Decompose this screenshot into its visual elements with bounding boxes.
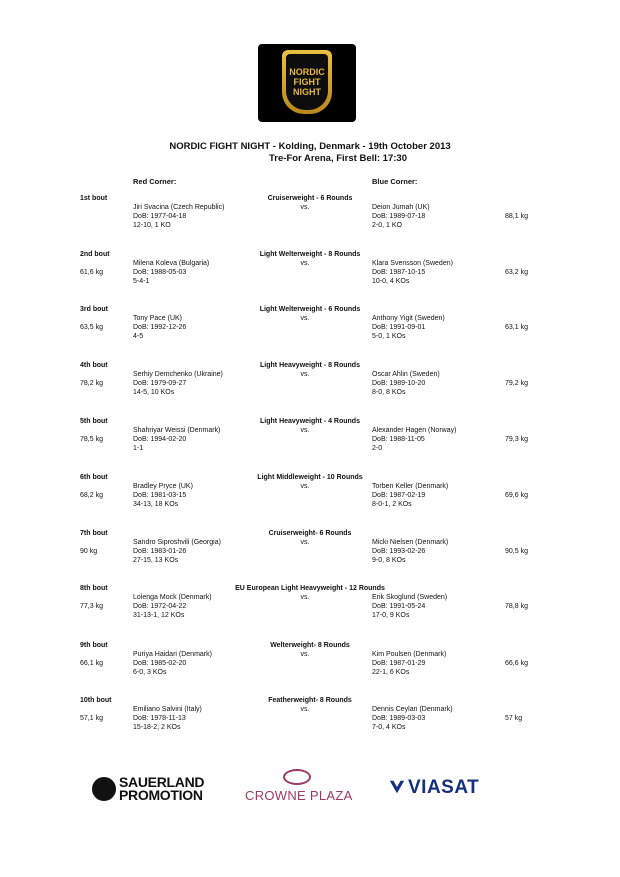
weight-class: Light Welterweight - 6 Rounds	[259, 306, 361, 313]
red-weight: 66,1 kg	[80, 660, 103, 667]
fighter-dob: DoB: 1972-04-22	[133, 603, 187, 610]
bout-row	[0, 584, 620, 640]
vs-label: vs.	[300, 427, 310, 434]
bout-number: 6th bout	[80, 474, 108, 481]
blue-weight: 79,2 kg	[505, 380, 528, 387]
red-weight: 61,6 kg	[80, 269, 103, 276]
fighter-dob: DoB: 1987-02-19	[372, 492, 426, 499]
logo-text: NORDIC FIGHT NIGHT	[289, 67, 325, 97]
blue-corner-fighter	[372, 259, 453, 286]
vs-label: vs.	[300, 651, 310, 658]
fighter-record: 27-15, 13 KOs	[133, 557, 179, 564]
blue-weight: 57 kg	[505, 715, 523, 722]
bout-row	[0, 696, 620, 752]
fighter-record: 5-4-1	[133, 278, 150, 285]
venue-title: Tre-For Arena, First Bell: 17:30	[269, 153, 407, 164]
vs-label: vs.	[300, 204, 310, 211]
fighter-record: 2-0, 1 KO	[372, 222, 402, 229]
blue-corner-fighter	[372, 426, 456, 453]
event-title: NORDIC FIGHT NIGHT - Kolding, Denmark - 19th October 2013	[169, 141, 451, 152]
fighter-name: Bradley Pryce (UK)	[133, 483, 193, 490]
blue-corner-fighter	[372, 370, 440, 397]
nordic-fight-night-logo	[258, 44, 356, 122]
bout-number: 4th bout	[80, 362, 108, 369]
fighter-dob: DoB: 1988-11-05	[372, 436, 425, 443]
fighter-name: Sandro Siproshvili (Georgia)	[133, 539, 221, 546]
blue-weight: 78,8 kg	[505, 603, 528, 610]
red-corner-fighter	[133, 705, 202, 732]
fighter-dob: DoB: 1985-02-20	[133, 660, 187, 667]
blue-weight: 69,6 kg	[505, 492, 528, 499]
sauerland-promotion-logo	[92, 776, 210, 806]
bout-row	[0, 194, 620, 250]
fighter-record: 17-0, 9 KOs	[372, 612, 410, 619]
fighter-record: 14-5, 10 KOs	[133, 389, 175, 396]
sauerland-text: SAUERLAND PROMOTION	[119, 774, 205, 803]
weight-class: Featherweight- 8 Rounds	[268, 697, 352, 704]
fighter-record: 4-5	[133, 333, 144, 340]
vs-label: vs.	[300, 594, 310, 601]
fighter-name: Shahriyar Weissi (Denmark)	[133, 427, 221, 434]
fighter-record: 2-0	[372, 445, 383, 452]
fighter-dob: DoB: 1977-04-18	[133, 213, 187, 220]
red-weight: 68,2 kg	[80, 492, 103, 499]
weight-class: Cruiserweight- 6 Rounds	[268, 530, 352, 537]
fighter-dob: DoB: 1979-09-27	[133, 380, 187, 387]
bout-row	[0, 529, 620, 585]
fighter-record: 8-0, 8 KOs	[372, 389, 406, 396]
red-corner-fighter	[133, 259, 209, 286]
crown-emblem-icon	[283, 769, 311, 785]
blue-weight: 90,5 kg	[505, 548, 528, 555]
fighter-dob: DoB: 1991-05-24	[372, 603, 426, 610]
fighter-dob: DoB: 1978-11-13	[133, 715, 186, 722]
crowne-plaza-text: CROWNE PLAZA	[245, 788, 353, 803]
fighter-dob: DoB: 1992-12-26	[133, 324, 187, 331]
red-corner-fighter	[133, 370, 223, 397]
fighter-record: 7-0, 4 KOs	[372, 724, 406, 731]
vs-label: vs.	[300, 315, 310, 322]
weight-class: Light Heavyweight - 4 Rounds	[260, 418, 360, 425]
red-weight: 78,5 kg	[80, 436, 103, 443]
fighter-dob: DoB: 1991-09-01	[372, 324, 426, 331]
blue-corner-fighter	[372, 203, 430, 230]
fighter-dob: DoB: 1987-10-15	[372, 269, 426, 276]
fighter-name: Kim Poulsen (Denmark)	[372, 651, 447, 658]
weight-class: Light Heavyweight - 8 Rounds	[260, 362, 360, 369]
fighter-record: 22-1, 6 KOs	[372, 669, 410, 676]
fighter-dob: DoB: 1989-03-03	[372, 715, 426, 722]
fighter-name: Oscar Ahlin (Sweden)	[372, 371, 440, 378]
fighter-name: Alexander Hagen (Norway)	[372, 427, 457, 434]
red-corner-fighter	[133, 593, 212, 620]
bout-number: 3rd bout	[80, 306, 108, 313]
blue-corner-fighter	[372, 538, 448, 565]
blue-weight: 63,2 kg	[505, 269, 528, 276]
red-weight: 90 kg	[80, 548, 98, 555]
blue-weight: 79,3 kg	[505, 436, 528, 443]
bout-number: 2nd bout	[80, 251, 110, 258]
fighter-dob: DoB: 1989-10-20	[372, 380, 426, 387]
weight-class: EU European Light Heavyweight - 12 Rounds	[235, 585, 385, 592]
fighter-dob: DoB: 1989-07-18	[372, 213, 426, 220]
fighter-name: Dennis Ceylan (Denmark)	[372, 706, 453, 713]
viasat-logo	[388, 776, 500, 806]
bout-number: 7th bout	[80, 530, 108, 537]
fighter-name: Klara Svensson (Sweden)	[372, 260, 453, 267]
bout-number: 9th bout	[80, 642, 108, 649]
red-corner-header: Red Corner:	[133, 177, 177, 186]
fighter-name: Serhiy Demchenko (Ukraine)	[133, 371, 223, 378]
crowne-plaza-logo	[245, 776, 351, 806]
vs-label: vs.	[300, 706, 310, 713]
fighter-record: 8-0-1, 2 KOs	[372, 501, 412, 508]
fighter-record: 5-0, 1 KOs	[372, 333, 406, 340]
viasat-v-icon	[388, 778, 406, 796]
fighter-name: Milena Koleva (Bulgaria)	[133, 260, 210, 267]
fighter-record: 6-0, 3 KOs	[133, 669, 167, 676]
fighter-name: Deion Jumah (UK)	[372, 204, 430, 211]
weight-class: Cruiserweight - 6 Rounds	[267, 195, 353, 202]
red-weight: 63,5 kg	[80, 324, 103, 331]
red-weight: 77,3 kg	[80, 603, 103, 610]
fighter-record: 9-0, 8 KOs	[372, 557, 406, 564]
fighter-record: 34-13, 18 KOs	[133, 501, 179, 508]
fighter-dob: DoB: 1993-02-26	[372, 548, 426, 555]
blue-corner-fighter	[372, 593, 447, 620]
fighter-name: Torben Keller (Denmark)	[372, 483, 449, 490]
fighter-name: Emiliano Salvini (Italy)	[133, 706, 202, 713]
weight-class: Welterweight- 8 Rounds	[270, 642, 350, 649]
fighter-record: 1-1	[133, 445, 144, 452]
bout-row	[0, 417, 620, 473]
weight-class: Light Welterweight - 8 Rounds	[259, 251, 361, 258]
blue-weight: 63,1 kg	[505, 324, 528, 331]
blue-corner-fighter	[372, 314, 445, 341]
bout-row	[0, 250, 620, 306]
red-weight: 57,1 kg	[80, 715, 103, 722]
red-corner-fighter	[133, 538, 221, 565]
fighter-name: Anthony Yigit (Sweden)	[372, 315, 445, 322]
blue-weight: 88,1 kg	[505, 213, 528, 220]
fighter-record: 10-0, 4 KOs	[372, 278, 410, 285]
vs-label: vs.	[300, 371, 310, 378]
fighter-name: Erik Skoglund (Sweden)	[372, 594, 448, 601]
red-corner-fighter	[133, 426, 220, 453]
fighter-name: Tony Pace (UK)	[133, 315, 183, 322]
blue-corner-header: Blue Corner:	[372, 177, 418, 186]
fighter-name: Lolenga Mock (Denmark)	[133, 594, 212, 601]
bout-row	[0, 473, 620, 529]
fighter-record: 15-18-2, 2 KOs	[133, 724, 181, 731]
vs-label: vs.	[300, 260, 310, 267]
vs-label: vs.	[300, 539, 310, 546]
shield-emblem	[282, 50, 332, 114]
fighter-dob: DoB: 1981-03-15	[133, 492, 187, 499]
red-weight: 78,2 kg	[80, 380, 103, 387]
fighter-name: Jiri Svacina (Czech Republic)	[133, 204, 225, 211]
blue-corner-fighter	[372, 650, 446, 677]
globe-icon	[92, 777, 116, 801]
viasat-text: VIASAT	[408, 777, 480, 798]
blue-weight: 66,6 kg	[505, 660, 528, 667]
red-corner-fighter	[133, 203, 224, 230]
blue-corner-fighter	[372, 482, 448, 509]
bout-row	[0, 305, 620, 361]
fighter-record: 12-10, 1 KO	[133, 222, 171, 229]
fighter-dob: DoB: 1994-02-20	[133, 436, 187, 443]
vs-label: vs.	[300, 483, 310, 490]
fighter-name: Micki Nielsen (Denmark)	[372, 539, 449, 546]
fighter-record: 31-13-1, 12 KOs	[133, 612, 185, 619]
blue-corner-fighter	[372, 705, 453, 732]
fighter-name: Puriya Haidari (Denmark)	[133, 651, 212, 658]
red-corner-fighter	[133, 482, 193, 509]
bout-row	[0, 641, 620, 697]
weight-class: Light Middleweight - 10 Rounds	[257, 474, 363, 481]
bout-number: 8th bout	[80, 585, 108, 592]
red-corner-fighter	[133, 314, 186, 341]
bout-number: 5th bout	[80, 418, 108, 425]
bout-number: 10th bout	[80, 697, 112, 704]
fighter-dob: DoB: 1987-01-29	[372, 660, 426, 667]
fighter-dob: DoB: 1983-01-26	[133, 548, 187, 555]
bout-number: 1st bout	[80, 195, 108, 202]
fighter-dob: DoB: 1988-05-03	[133, 269, 187, 276]
bout-row	[0, 361, 620, 417]
red-corner-fighter	[133, 650, 212, 677]
